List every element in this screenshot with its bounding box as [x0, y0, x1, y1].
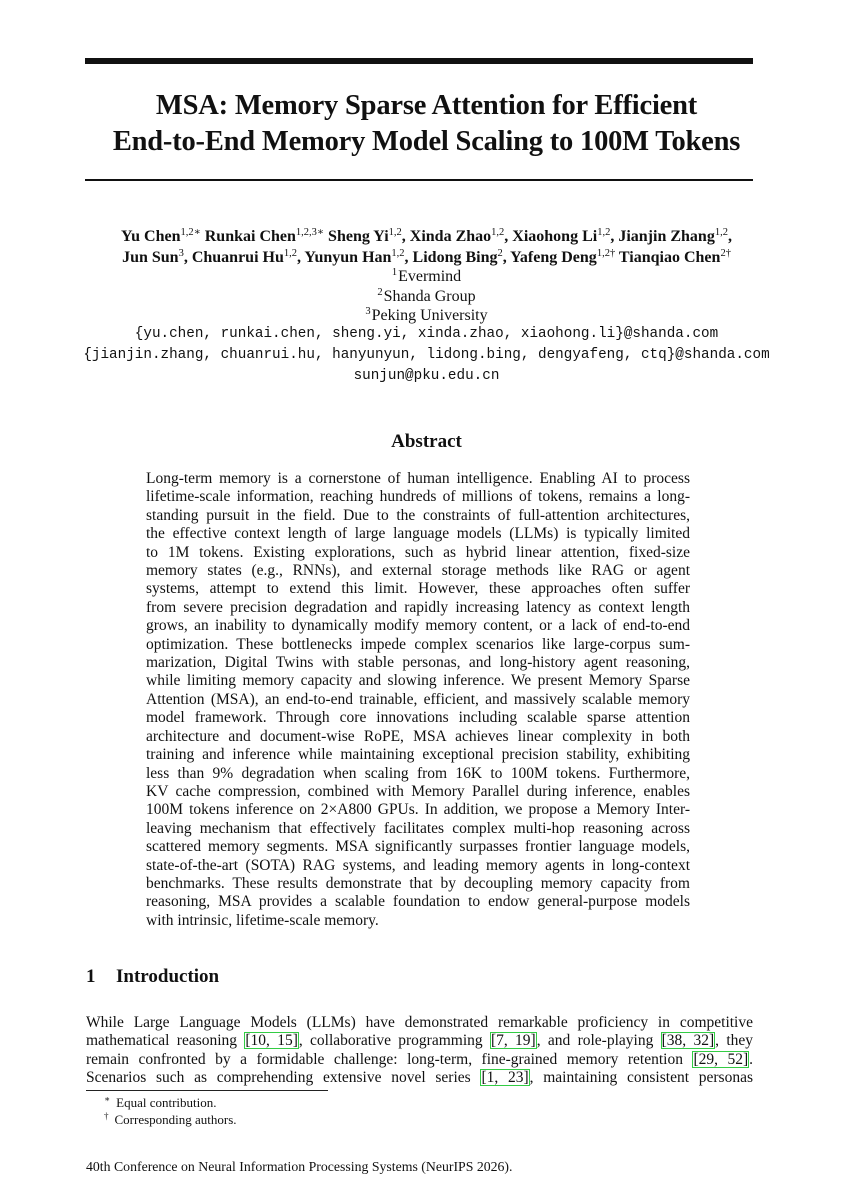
author-affiliation-mark	[715, 227, 728, 238]
author-note-mark: ∗	[193, 227, 201, 238]
author-affiliation-mark	[391, 248, 404, 259]
author-affiliation-number: 2	[720, 248, 726, 259]
intro-text: , collaborative programming	[298, 1032, 490, 1050]
author-line	[60, 226, 793, 247]
abstract-line: state-of-the-art (SOTA) RAG systems, and leading memory agents in long-context	[146, 856, 690, 874]
author-affiliation-number: 2	[497, 248, 503, 259]
author-affiliation-number: 1,2	[391, 248, 405, 259]
abstract-line: standing pursuit in the field. Due to the constraints of full-attention architectures,	[146, 506, 690, 524]
author-affiliation-mark	[296, 227, 324, 238]
author-affiliation-number: 3	[178, 248, 184, 259]
affiliation-number: 3	[365, 306, 371, 317]
author-name: Lidong Bing	[412, 249, 498, 266]
author-name: Sheng Yi	[328, 228, 389, 245]
abstract-line: memory states (e.g., RNNs), and external storage methods like RAG or agent	[146, 562, 690, 580]
author-affiliation-mark	[180, 227, 200, 238]
section-title: Introduction	[116, 966, 220, 987]
author-list	[60, 226, 793, 268]
intro-line	[86, 1069, 753, 1087]
intro-line	[86, 1014, 753, 1032]
intro-text: While Large Language Models (LLMs) have demonstrated remarkable proficiency in competitive	[86, 1014, 753, 1031]
section-number: 1	[86, 966, 96, 987]
abstract-line: marization, Digital Twins with stable personas, and long-history agent reasoning,	[146, 654, 690, 672]
footnote	[104, 1111, 237, 1128]
email-line: {jianjin.zhang, chuanrui.hu, hanyunyun, lidong.bing, dengyafeng, ctq}@shanda.com	[83, 347, 770, 363]
abstract-line: to 1M tokens. Existing explorations, such as hybrid linear attention, fixed-size	[146, 543, 690, 561]
footnote-text: Equal contribution.	[116, 1095, 217, 1110]
abstract-line: lifetime-scale information, reaching hundreds of millions of tokens, remains a long-	[146, 488, 690, 506]
author-affiliation-mark	[284, 248, 297, 259]
author-name: Jianjin Zhang	[618, 228, 715, 245]
title-line: End-to-End Memory Model Scaling to 100M Tokens	[112, 126, 741, 157]
intro-text: remain confronted by a formidable challenge: long-term, fine-grained memory retention	[86, 1050, 693, 1068]
introduction-body	[86, 1014, 753, 1088]
author-name: Runkai Chen	[204, 228, 296, 245]
abstract-line: leaving mechanism that effectively facilitates complex multi-hop reasoning across	[146, 819, 690, 837]
affiliation-name: Evermind	[398, 268, 462, 285]
author-line	[60, 247, 793, 268]
author-affiliation-mark	[389, 227, 402, 238]
footnote	[104, 1094, 237, 1111]
citation-link[interactable]: [1, 23]	[481, 1069, 529, 1087]
footnote-mark: ∗	[104, 1094, 111, 1104]
abstract-line: the effective context length of large language models (LLMs) is typically limited	[146, 525, 690, 543]
author-affiliation-mark	[491, 227, 504, 238]
affiliation-number: 1	[391, 267, 398, 278]
email-list	[40, 324, 813, 387]
paper-title	[60, 88, 793, 160]
author-separator: ,	[404, 249, 413, 266]
affiliation-number: 2	[377, 286, 383, 298]
affiliation-list	[60, 267, 793, 326]
author-separator: ,	[504, 228, 513, 245]
footnote-rule	[86, 1090, 328, 1091]
email-line: sunjun@pku.edu.cn	[353, 368, 500, 384]
title-top-rule	[85, 58, 753, 64]
intro-text: Scenarios such as comprehending extensive novel series	[86, 1069, 481, 1087]
author-name: Chuanrui Hu	[191, 249, 284, 266]
intro-text: mathematical reasoning	[86, 1032, 245, 1050]
author-affiliation-number: 1,2	[283, 248, 297, 259]
author-affiliation-number: 1,2	[597, 227, 611, 238]
abstract-line: KV cache compression, combined with Memory Parallel during inference, enables	[146, 782, 690, 800]
author-separator: ,	[502, 249, 511, 266]
author-separator: ,	[610, 228, 619, 245]
footnote-mark: †	[104, 1111, 109, 1121]
intro-text: , they	[715, 1032, 754, 1050]
conference-footer: 40th Conference on Neural Information Processing Systems (NeurIPS 2026).	[86, 1159, 513, 1174]
affiliation	[60, 306, 793, 326]
author-separator: ,	[727, 228, 732, 245]
author-name: Yafeng Deng	[510, 249, 597, 266]
author-name: Jun Sun	[122, 249, 179, 266]
author-affiliation-mark	[597, 227, 610, 238]
author-affiliation-mark	[597, 248, 615, 259]
author-note-mark: †	[725, 248, 731, 259]
author-affiliation-number: 1,2	[714, 227, 728, 238]
abstract-line: reasoning, MSA provides a scalable foundation to endow general-purpose models	[146, 893, 690, 911]
abstract-line: Long-term memory is a cornerstone of human intelligence. Enabling AI to process	[146, 470, 690, 487]
abstract-line: grows, an inability to dynamically modify memory content, or a lack of end-to-end	[146, 617, 690, 635]
abstract-line: less than 9% degradation when scaling from 16K to 100M tokens. Furthermore,	[146, 764, 690, 782]
abstract-line: optimization. These bottlenecks impede complex scenarios like large-corpus sum-	[146, 635, 690, 653]
citation-link[interactable]: [7, 19]	[490, 1032, 536, 1050]
citation-link[interactable]: [38, 32]	[661, 1032, 715, 1050]
abstract-line: model framework. Through core innovations including scalable sparse attention	[146, 709, 690, 727]
abstract-line: training and inference while maintaining exceptional precision stability, exhibiting	[146, 746, 690, 764]
author-affiliation-number: 1,2	[491, 227, 505, 238]
author-name: Xinda Zhao	[409, 228, 492, 245]
author-note-mark: †	[609, 248, 616, 259]
abstract-line: architecture and document-wise RoPE, MSA achieves linear complexity in both	[146, 727, 690, 745]
author-affiliation-number: 1,2,3	[295, 227, 317, 238]
abstract-line: Attention (MSA), an end-to-end trainable, efficient, and massively scalable memory	[146, 690, 690, 708]
abstract-line: with intrinsic, lifetime-scale memory.	[146, 911, 379, 929]
affiliation	[60, 267, 793, 287]
abstract-line: benchmarks. These results demonstrate that by decoupling memory capacity from	[146, 874, 690, 892]
author-affiliation-number: 1,2	[180, 227, 194, 238]
section-heading-introduction	[86, 966, 219, 988]
affiliation-name: Peking University	[371, 307, 488, 324]
intro-text: , maintaining consistent personas	[529, 1069, 753, 1087]
title-bottom-rule	[85, 179, 753, 181]
author-separator: ,	[296, 249, 305, 266]
citation-link[interactable]: [10, 15]	[245, 1032, 298, 1050]
author-name: Xiaohong Li	[512, 228, 598, 245]
abstract-line: while limiting memory capacity and slowing inference. We present Memory Sparse	[146, 672, 690, 690]
abstract-line: systems, attempt to extend this limit. However, these approaches often suffer	[146, 580, 690, 598]
abstract-heading: Abstract	[391, 431, 462, 452]
footnote-text: Corresponding authors.	[114, 1112, 237, 1127]
intro-line	[86, 1051, 753, 1069]
author-name: Yu Chen	[121, 228, 181, 245]
author-affiliation-number: 1,2	[596, 248, 610, 259]
author-separator: ,	[183, 249, 192, 266]
email-line: {yu.chen, runkai.chen, sheng.yi, xinda.zhao, xiaohong.li}@shanda.com	[134, 326, 719, 342]
author-note-mark: ∗	[316, 227, 325, 238]
author-affiliation-number: 1,2	[388, 227, 402, 238]
intro-text: , and role-playing	[536, 1032, 661, 1050]
intro-line	[86, 1032, 753, 1050]
intro-text: .	[749, 1050, 753, 1068]
author-name: Tianqiao Chen	[618, 249, 721, 266]
affiliation	[60, 287, 793, 307]
abstract-line: from severe precision degradation and rapidly increasing latency as context length	[146, 598, 690, 616]
citation-link[interactable]: [29, 52]	[693, 1050, 749, 1068]
author-name: Yunyun Han	[304, 249, 392, 266]
footnotes	[104, 1094, 237, 1128]
author-separator: ,	[401, 228, 410, 245]
author-affiliation-mark	[720, 248, 731, 259]
abstract-line: 100M tokens inference on 2×A800 GPUs. In addition, we propose a Memory Inter-	[146, 801, 690, 819]
affiliation-name: Shanda Group	[383, 287, 476, 305]
abstract-body	[146, 470, 690, 930]
abstract-line: scattered memory segments. MSA significantly surpasses frontier language models,	[146, 838, 690, 856]
title-line: MSA: Memory Sparse Attention for Efficient	[155, 90, 698, 121]
